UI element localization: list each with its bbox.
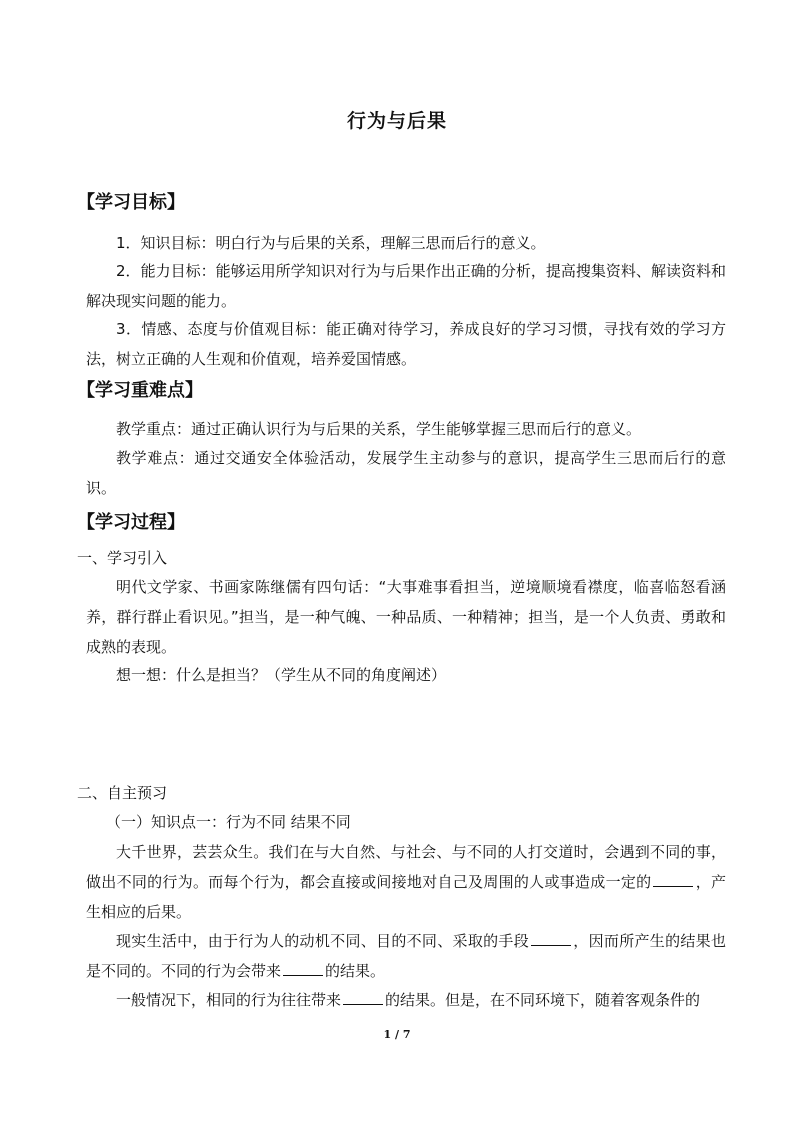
page-number: 1 / 7	[383, 1028, 411, 1041]
objective-item-2: 2．能力目标：能够运用所学知识对行为与后果作出正确的分析，提高搜集资料、解读资料和解决现实问题的能力。	[86, 262, 726, 310]
section-heading-key-points: 【学习重难点】	[77, 380, 203, 401]
knowledge-paragraph-1	[86, 837, 726, 927]
section-heading-process: 【学习过程】	[77, 512, 185, 533]
key-point-item-1: 教学重点：通过正确认识行为与后果的关系，学生能够掌握三思而后行的意义。	[116, 420, 642, 438]
objective-item-3: 3．情感、态度与价值观目标：能正确对待学习，养成良好的学习习惯，寻找有效的学习方法，树立正确的人生观和价值观，培养爱国情感。	[86, 320, 726, 368]
intro-heading: 一、学习引入	[77, 549, 168, 567]
intro-paragraph: 明代文学家、书画家陈继儒有四句话：“大事难事看担当，逆境顺境看襟度，临喜临怒看涵养，群行群止看识见。”担当，是一种气魄、一种品质、一种精神；担当，是一个人负责、勇敢和成熟的表现。	[86, 578, 726, 656]
para1-text-a: 大千世界，芸芸众生。我们在与大自然、与社会、与不同的人打交道时，会遇到不同的事，做出不同的行为。而每个行为，都会直接或间接地对自己及周围的人或事造成一定的	[86, 843, 726, 891]
para2-text-a: 现实生活中，由于行为人的动机不同、目的不同、采取的手段	[116, 932, 530, 950]
knowledge-paragraph-2	[86, 926, 726, 986]
fill-blank-2[interactable]	[531, 931, 571, 946]
fill-blank-4[interactable]	[343, 990, 383, 1005]
para2-text-b: ，因而所产生的结果也是不同的。不同的行为会带来	[86, 932, 726, 980]
preview-heading: 二、自主预习	[77, 784, 168, 802]
fill-blank-1[interactable]	[653, 872, 693, 887]
fill-blank-3[interactable]	[283, 961, 323, 976]
knowledge-paragraph-3	[86, 985, 726, 1015]
para3-text-b: 的结果。但是，在不同环境下，随着客观条件的	[385, 991, 701, 1009]
knowledge-point-heading: （一）知识点一：行为不同 结果不同	[106, 813, 351, 831]
key-point-item-2: 教学难点：通过交通安全体验活动，发展学生主动参与的意识，提高学生三思而后行的意识。	[86, 449, 726, 497]
para3-text-a: 一般情况下，相同的行为往往带来	[116, 991, 342, 1009]
document-title: 行为与后果	[346, 110, 447, 132]
para2-text-c: 的结果。	[325, 962, 386, 980]
section-heading-objectives: 【学习目标】	[77, 192, 185, 213]
objective-item-1: 1．知识目标：明白行为与后果的关系，理解三思而后行的意义。	[116, 234, 546, 252]
think-question: 想一想：什么是担当？（学生从不同的角度阐述）	[116, 666, 447, 684]
para1-text-b: ，产生相应的后果。	[86, 873, 726, 921]
